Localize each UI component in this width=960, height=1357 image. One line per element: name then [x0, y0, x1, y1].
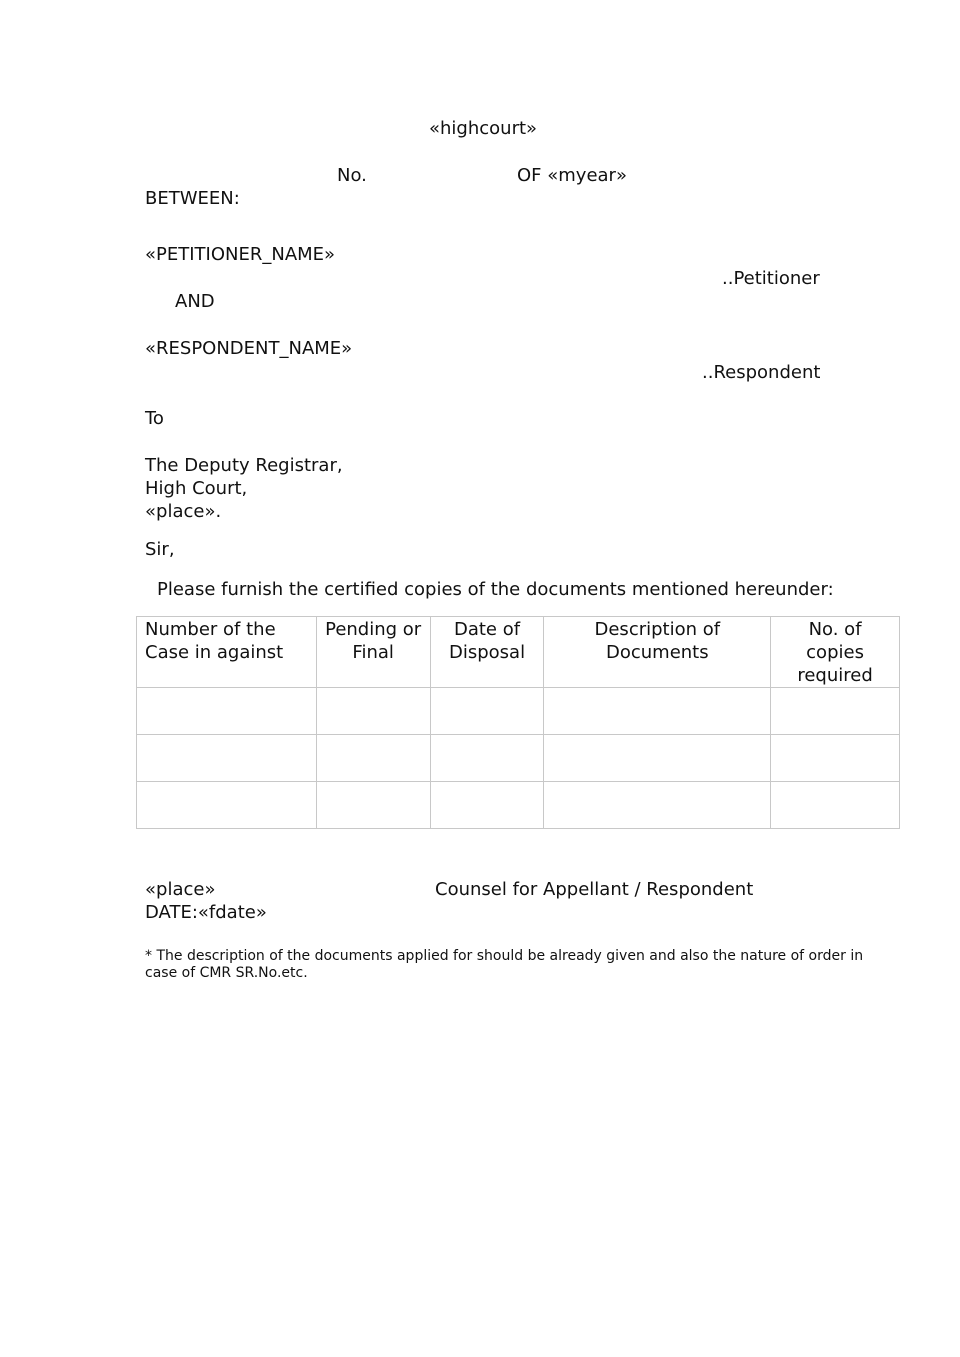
table-cell: [544, 735, 771, 782]
footer-date: DATE:«fdate»: [145, 902, 267, 923]
table-cell: [316, 782, 430, 829]
table-cell: [137, 688, 317, 735]
and-label: AND: [175, 291, 215, 312]
header-line: Disposal: [448, 642, 526, 663]
table-cell: [430, 688, 544, 735]
case-number-label: No.: [337, 165, 367, 186]
table-header-row: [137, 617, 900, 688]
salutation: Sir,: [145, 539, 175, 560]
respondent-name: «RESPONDENT_NAME»: [145, 338, 353, 359]
footer-place: «place»: [145, 879, 216, 900]
table-cell: [544, 782, 771, 829]
header-line: No. of: [808, 619, 862, 640]
table-cell: [771, 688, 900, 735]
respondent-role: ..Respondent: [702, 362, 821, 383]
table-cell: [771, 782, 900, 829]
table-cell: [316, 735, 430, 782]
header-line: required: [797, 665, 873, 686]
header-line: copies: [806, 642, 864, 663]
table-cell: [137, 735, 317, 782]
header-description: [544, 617, 771, 688]
table-cell: [544, 688, 771, 735]
table-cell: [430, 782, 544, 829]
address-line-3: «place».: [145, 501, 222, 522]
table-cell: [316, 688, 430, 735]
header-line: Date of: [453, 619, 521, 640]
table-row: [137, 782, 900, 829]
header-case-number: [137, 617, 317, 688]
case-year: OF «myear»: [517, 165, 627, 186]
header-line: Final: [352, 642, 394, 663]
table-cell: [137, 782, 317, 829]
documents-table: [136, 616, 900, 829]
between-label: BETWEEN:: [145, 188, 240, 209]
to-label: To: [145, 408, 164, 429]
request-text: Please furnish the certified copies of the documents mentioned hereunder:: [157, 579, 834, 600]
header-date-disposal: [430, 617, 544, 688]
address-line-1: The Deputy Registrar,: [145, 455, 343, 476]
petitioner-name: «PETITIONER_NAME»: [145, 244, 336, 265]
court-name: «highcourt»: [429, 118, 538, 139]
header-line: Description of: [594, 619, 721, 640]
header-line: Number of the: [145, 619, 276, 640]
header-line: Pending or: [325, 619, 422, 640]
header-copies: [771, 617, 900, 688]
address-line-2: High Court,: [145, 478, 248, 499]
table-cell: [771, 735, 900, 782]
table-row: [137, 688, 900, 735]
table-row: [137, 735, 900, 782]
petitioner-role: ..Petitioner: [722, 268, 820, 289]
header-pending-final: [316, 617, 430, 688]
header-line: Case in against: [145, 642, 284, 663]
table-cell: [430, 735, 544, 782]
counsel-signature: Counsel for Appellant / Respondent: [435, 879, 754, 900]
footnote: * The description of the documents applied for should be already given and also the nature of order in case of CMR SR.No.etc.: [145, 948, 864, 981]
header-line: Documents: [605, 642, 709, 663]
